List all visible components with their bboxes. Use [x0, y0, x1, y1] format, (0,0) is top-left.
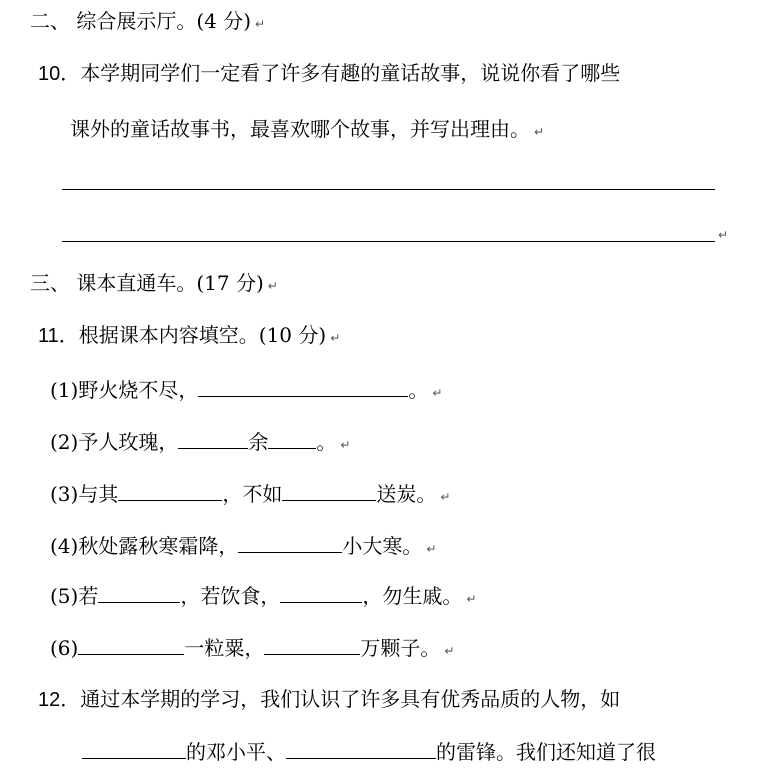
return-mark: ↵ — [718, 228, 729, 242]
fill-item-2: (2)予人玫瑰， 余 。 ↵ — [50, 430, 351, 454]
question-12-line-1: 12．通过本学期的学习，我们认识了许多具有优秀品质的人物，如 — [38, 687, 621, 711]
question-10-line-2: 课外的童话故事书，最喜欢哪个故事，并写出理由。 ↵ — [70, 117, 545, 141]
question-12-line-2: 的邓小平、 的雷锋。我们还知道了很 — [82, 738, 656, 765]
answer-line-2[interactable] — [62, 241, 715, 242]
blank[interactable] — [198, 376, 408, 397]
blank[interactable] — [178, 428, 248, 449]
question-11-title: 11．根据课本内容填空。(10 分) ↵ — [38, 323, 341, 347]
blank[interactable] — [98, 582, 180, 603]
blank[interactable] — [82, 738, 186, 759]
blank[interactable] — [282, 480, 376, 501]
fill-item-5: (5)若 ，若饮食， ，勿生戚。 ↵ — [50, 584, 477, 608]
answer-line-1[interactable] — [62, 189, 715, 190]
blank[interactable] — [264, 634, 360, 655]
blank[interactable] — [118, 480, 222, 501]
question-number: 10． — [38, 63, 81, 85]
blank[interactable] — [78, 634, 184, 655]
question-number: 12． — [38, 689, 81, 711]
blank[interactable] — [286, 738, 436, 759]
fill-item-6: (6) 一粒粟， 万颗子。 ↵ — [50, 636, 455, 660]
section-3-heading: 三、 课本直通车。(17 分) ↵ — [30, 271, 278, 295]
blank[interactable] — [280, 582, 362, 603]
fill-item-3: (3)与其 ，不如 送炭。 ↵ — [50, 482, 451, 506]
fill-item-4: (4)秋处露秋寒霜降， 小大寒。 ↵ — [50, 534, 437, 558]
question-number: 11． — [38, 325, 79, 347]
section-2-heading: 二、 综合展示厅。(4 分) ↵ — [30, 9, 266, 33]
blank[interactable] — [268, 428, 316, 449]
question-10-line-1: 10．本学期同学们一定看了许多有趣的童话故事，说说你看了哪些 — [38, 61, 621, 85]
blank[interactable] — [238, 532, 342, 553]
fill-item-1: (1)野火烧不尽， 。 ↵ — [50, 378, 443, 402]
